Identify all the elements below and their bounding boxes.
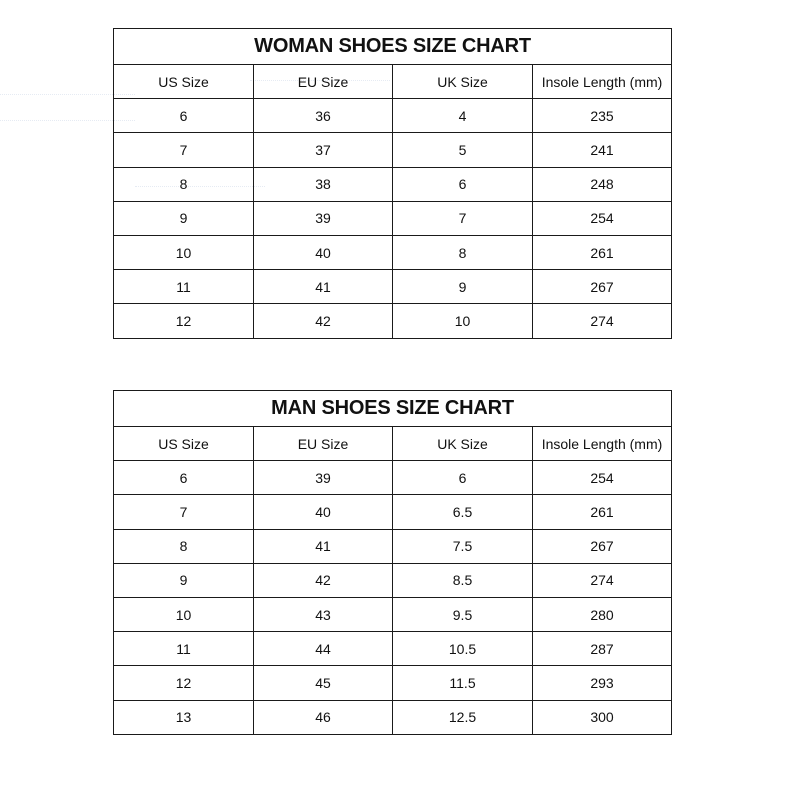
table-row: [114, 529, 672, 563]
header-us-size: US Size: [114, 427, 254, 461]
insole-length-cell: 274: [533, 563, 672, 597]
table-row: [114, 597, 672, 631]
insole-length-cell: 248: [533, 167, 672, 201]
table-row: [114, 304, 672, 338]
uk-size-cell: 9: [393, 270, 533, 304]
header-insole-length: Insole Length (mm): [533, 65, 672, 99]
us-size-cell: 6: [114, 99, 254, 133]
uk-size-cell: 7: [393, 201, 533, 235]
uk-size-cell: 8.5: [393, 563, 533, 597]
eu-size-cell: 42: [254, 563, 393, 597]
insole-length-cell: 261: [533, 495, 672, 529]
eu-size-cell: 36: [254, 99, 393, 133]
table-row: [114, 632, 672, 666]
uk-size-cell: 4: [393, 99, 533, 133]
header-insole-length: Insole Length (mm): [533, 427, 672, 461]
insole-length-cell: 261: [533, 235, 672, 269]
us-size-cell: 11: [114, 632, 254, 666]
us-size-cell: 10: [114, 597, 254, 631]
eu-size-cell: 37: [254, 133, 393, 167]
eu-size-cell: 45: [254, 666, 393, 700]
eu-size-cell: 39: [254, 201, 393, 235]
uk-size-cell: 6: [393, 167, 533, 201]
header-eu-size: EU Size: [254, 65, 393, 99]
table-row: [114, 201, 672, 235]
uk-size-cell: 10.5: [393, 632, 533, 666]
eu-size-cell: 43: [254, 597, 393, 631]
header-eu-size: EU Size: [254, 427, 393, 461]
table-header-row: [114, 427, 672, 461]
table-row: [114, 235, 672, 269]
us-size-cell: 11: [114, 270, 254, 304]
uk-size-cell: 10: [393, 304, 533, 338]
us-size-cell: 12: [114, 304, 254, 338]
eu-size-cell: 39: [254, 461, 393, 495]
man-size-chart-table: [113, 390, 672, 735]
us-size-cell: 10: [114, 235, 254, 269]
eu-size-cell: 38: [254, 167, 393, 201]
table-row: [114, 495, 672, 529]
us-size-cell: 9: [114, 201, 254, 235]
table-title-row: [114, 391, 672, 427]
insole-length-cell: 300: [533, 700, 672, 734]
us-size-cell: 6: [114, 461, 254, 495]
insole-length-cell: 287: [533, 632, 672, 666]
insole-length-cell: 235: [533, 99, 672, 133]
man-chart-title: MAN SHOES SIZE CHART: [114, 391, 672, 427]
uk-size-cell: 12.5: [393, 700, 533, 734]
table-row: [114, 563, 672, 597]
uk-size-cell: 7.5: [393, 529, 533, 563]
header-us-size: US Size: [114, 65, 254, 99]
uk-size-cell: 5: [393, 133, 533, 167]
eu-size-cell: 40: [254, 235, 393, 269]
uk-size-cell: 6: [393, 461, 533, 495]
table-header-row: [114, 65, 672, 99]
uk-size-cell: 9.5: [393, 597, 533, 631]
uk-size-cell: 8: [393, 235, 533, 269]
eu-size-cell: 42: [254, 304, 393, 338]
table-row: [114, 133, 672, 167]
us-size-cell: 8: [114, 529, 254, 563]
table-title-row: [114, 29, 672, 65]
uk-size-cell: 6.5: [393, 495, 533, 529]
insole-length-cell: 241: [533, 133, 672, 167]
table-row: [114, 666, 672, 700]
table-row: [114, 167, 672, 201]
table-row: [114, 99, 672, 133]
us-size-cell: 7: [114, 495, 254, 529]
insole-length-cell: 254: [533, 201, 672, 235]
eu-size-cell: 40: [254, 495, 393, 529]
insole-length-cell: 267: [533, 529, 672, 563]
insole-length-cell: 254: [533, 461, 672, 495]
eu-size-cell: 46: [254, 700, 393, 734]
header-uk-size: UK Size: [393, 427, 533, 461]
insole-length-cell: 267: [533, 270, 672, 304]
us-size-cell: 7: [114, 133, 254, 167]
insole-length-cell: 274: [533, 304, 672, 338]
table-row: [114, 461, 672, 495]
woman-size-chart-table: [113, 28, 672, 339]
us-size-cell: 8: [114, 167, 254, 201]
us-size-cell: 12: [114, 666, 254, 700]
uk-size-cell: 11.5: [393, 666, 533, 700]
insole-length-cell: 293: [533, 666, 672, 700]
insole-length-cell: 280: [533, 597, 672, 631]
header-uk-size: UK Size: [393, 65, 533, 99]
eu-size-cell: 41: [254, 529, 393, 563]
table-row: [114, 700, 672, 734]
eu-size-cell: 44: [254, 632, 393, 666]
table-row: [114, 270, 672, 304]
woman-chart-title: WOMAN SHOES SIZE CHART: [114, 29, 672, 65]
us-size-cell: 13: [114, 700, 254, 734]
eu-size-cell: 41: [254, 270, 393, 304]
us-size-cell: 9: [114, 563, 254, 597]
